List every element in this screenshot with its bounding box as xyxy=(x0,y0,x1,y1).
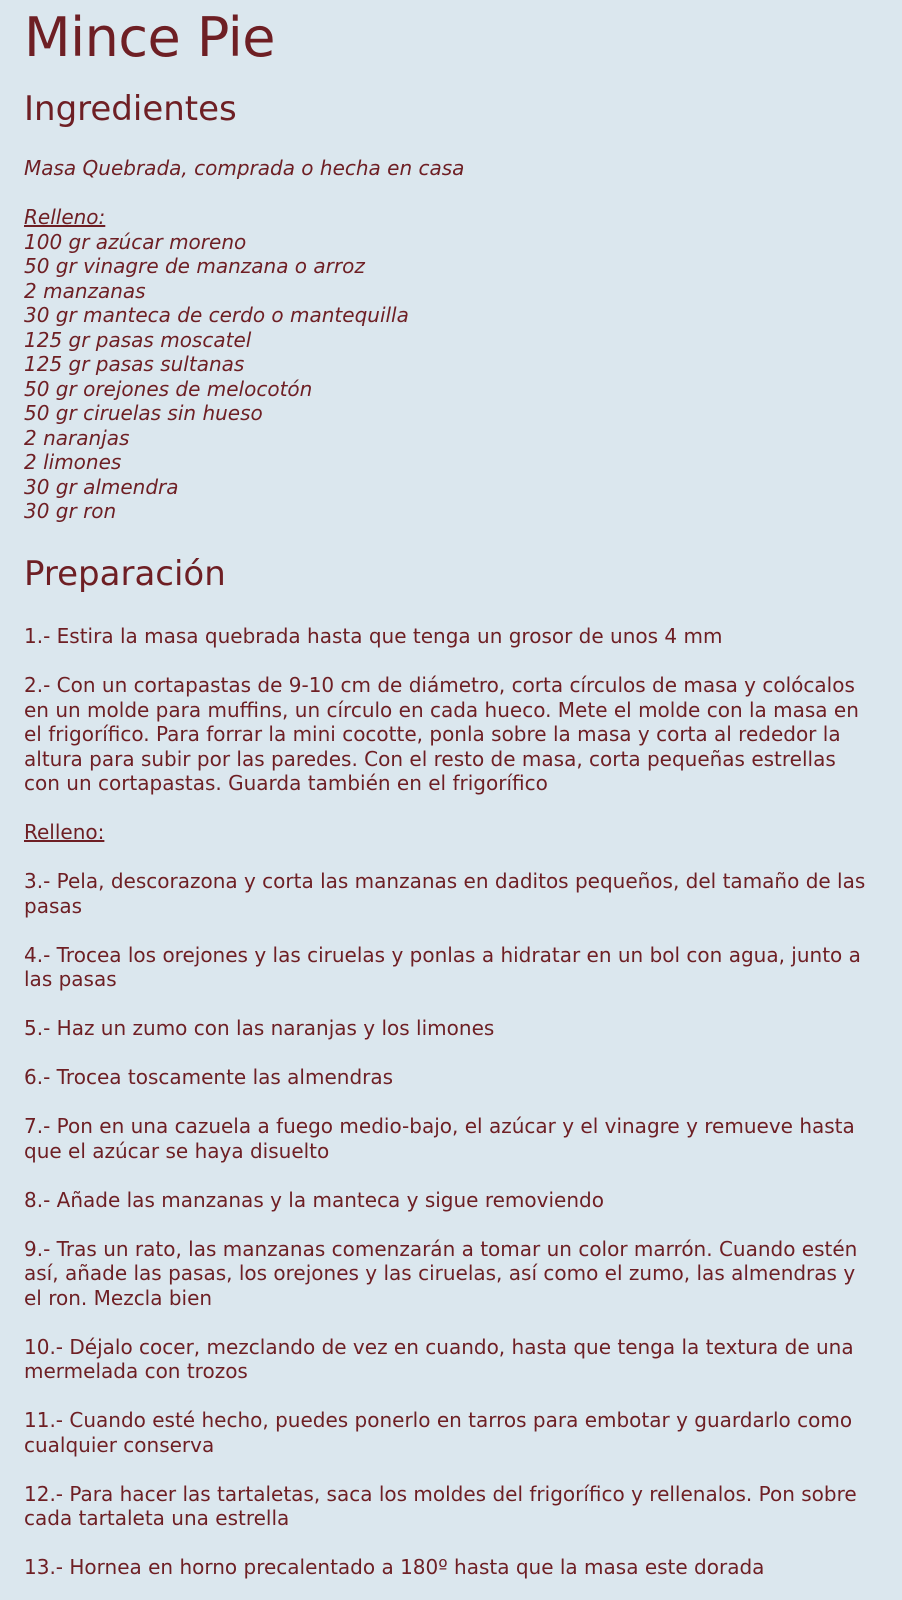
ingredient-item: 125 gr pasas moscatel xyxy=(24,327,252,352)
step-12: 12.- Para hacer las tartaletas, saca los moldes del frigorífico y rellenalos. Pon sobre cada tartaleta una estrella xyxy=(24,1481,857,1531)
filling-label: Relleno: xyxy=(24,205,106,230)
ingredient-base: Masa Quebrada, comprada o hecha en casa xyxy=(24,156,465,181)
ingredient-item: 2 manzanas xyxy=(24,278,146,303)
ingredient-item: 30 gr manteca de cerdo o mantequilla xyxy=(24,303,409,328)
ingredient-item: 30 gr ron xyxy=(24,499,117,524)
step-1: 1.- Estira la masa quebrada hasta que tenga un grosor de unos 4 mm xyxy=(24,624,723,649)
ingredient-item: 50 gr orejones de melocotón xyxy=(24,376,313,401)
step-13: 13.- Hornea en horno precalentado a 180º hasta que la masa este dorada xyxy=(24,1555,765,1580)
spacer xyxy=(24,181,878,206)
step-4: 4.- Trocea los orejones y las ciruelas y ponlas a hidratar en un bol con agua, junto a las pasas xyxy=(24,942,861,992)
step-6: 6.- Trocea toscamente las almendras xyxy=(24,1065,394,1090)
ingredient-item: 50 gr vinagre de manzana o arroz xyxy=(24,254,365,279)
step-3: 3.- Pela, descorazona y corta las manzanas en daditos pequeños, del tamaño de las pasas xyxy=(24,869,866,918)
step-11: 11.- Cuando esté hecho, puedes ponerlo en tarros para embotar y guardarlo como cualquier conserva xyxy=(24,1408,853,1457)
ingredient-item: 100 gr azúcar moreno xyxy=(24,229,247,254)
step-10: 10.- Déjalo cocer, mezclando de vez en cuando, hasta que tenga la textura de una mermelada con trozos xyxy=(24,1334,854,1384)
filling-label: Relleno: xyxy=(24,820,105,845)
step-9: 9.- Tras un rato, las manzanas comenzarán a tomar un color marrón. Cuando estén así, añade las pasas, los orejones y las ciruelas, así como el zumo, las almendras y el ron. Mezcla bien xyxy=(24,1236,858,1310)
step-8: 8.- Añade las manzanas y la manteca y sigue removiendo xyxy=(24,1187,604,1212)
page-title: Mince Pie xyxy=(24,6,275,69)
ingredient-item: 2 limones xyxy=(24,450,122,475)
ingredient-item: 50 gr ciruelas sin hueso xyxy=(24,401,263,426)
step-7: 7.- Pon en una cazuela a fuego medio-bajo, el azúcar y el vinagre y remueve hasta que el azúcar se haya disuelto xyxy=(24,1114,855,1163)
ingredient-item: 125 gr pasas sultanas xyxy=(24,352,245,377)
preparation-heading: Preparación xyxy=(24,553,226,594)
preparation-steps xyxy=(24,624,878,1580)
ingredient-item: 2 naranjas xyxy=(24,425,130,450)
ingredient-item: 30 gr almendra xyxy=(24,474,179,499)
step-5: 5.- Haz un zumo con las naranjas y los limones xyxy=(24,1016,495,1041)
ingredients-list xyxy=(24,156,878,524)
step-2: 2.- Con un cortapastas de 9-10 cm de diámetro, corta círculos de masa y colócalos en un molde para muffins, un círculo en cada hueco. Mete el molde con la masa en el frigorífico. Para forrar la mini cocotte, ponla sobre la masa y corta al rededor la altura para subir por las paredes. Con el resto de masa, corta pequeñas estrellas con un cortapastas. Guarda también en el frigorífico xyxy=(24,673,859,796)
ingredients-heading: Ingredientes xyxy=(24,89,237,130)
